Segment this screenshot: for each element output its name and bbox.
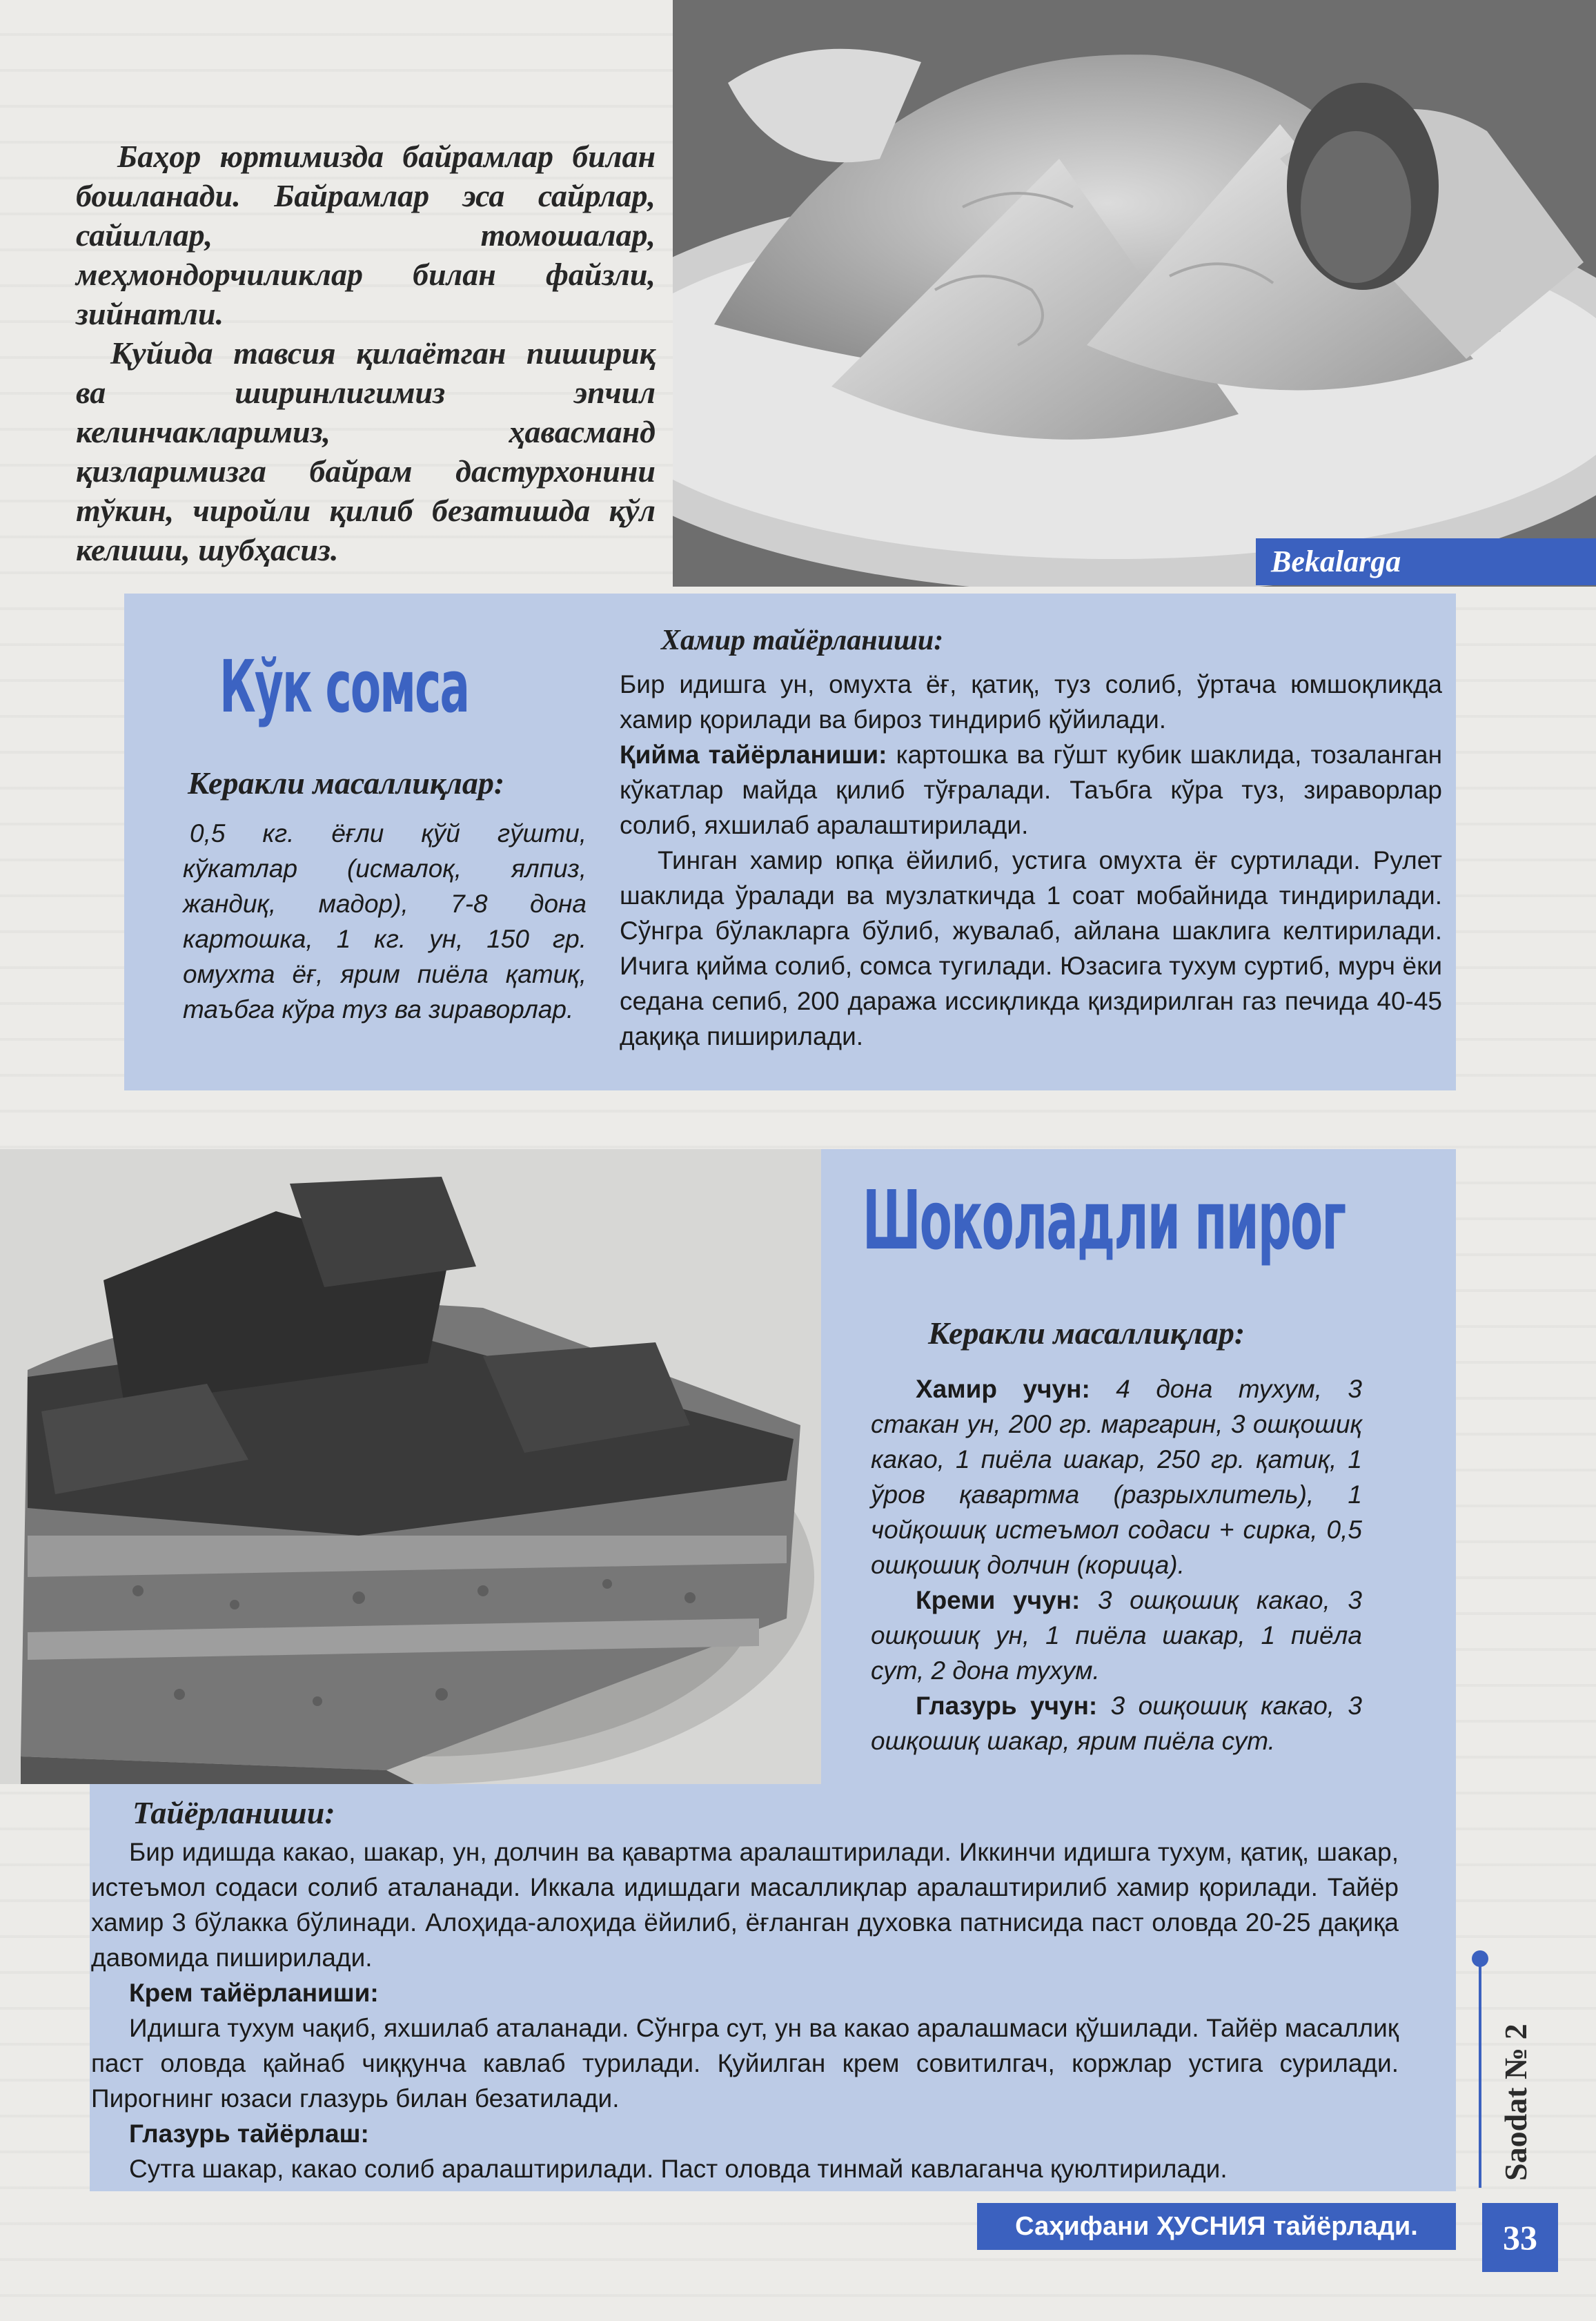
samsa-photo: [673, 0, 1596, 587]
cake-photo: [0, 1149, 821, 1784]
samsa-photo-image: [673, 0, 1596, 587]
recipe1-title: Кўк сомса: [219, 645, 469, 729]
recipe2-title: Шоколадли пирог: [863, 1173, 1346, 1268]
recipe2-dough-text: 4 дона тухум, 3 стакан ун, 200 гр. маргарин, 3 ошқошиқ какао, 1 пиёла шакар, 250 гр. қатиқ, 1 ўров қавартма (разрыхлитель), 1 чойқошиқ истеъмол содаси + сирка, 0,5 ошқошиқ долчин (корица).: [871, 1375, 1362, 1579]
recipe1-method-text: Тинган хамир юпқа ёйилиб, устига омухта ёғ суртилади. Рулет шаклида ўралади ва музлаткичда 1 соат мобайнида тиндирилади. Сўнгра бўлакларга бўлиб, жувалаб, айлана шаклига келтирилади. Ичига қийма солиб, сомса тугилади. Юзасига тухум суртиб, мурч ёки седана сепиб, 200 даража иссиқликда қиздирилган газ печида 40-45 дақиқа пиширилади.: [620, 846, 1442, 1050]
photo-caption: Bekalarga: [1256, 538, 1596, 585]
recipe2-glaze-ingredients: [871, 1688, 1362, 1759]
recipe2-glaze-prep-label-text: Глазурь тайёрлаш:: [129, 2119, 369, 2148]
recipe1-dough-header: Хамир тайёрланиши:: [661, 625, 944, 656]
recipe1-ingredients: 0,5 кг. ёғли қўй гўшти, кўкатлар (исмалоқ, ялпиз, жандиқ, мадор), 7-8 дона картошка, 1 кг. ун, 150 гр. омухта ёғ, ярим пиёла қатиқ, таъбга кўра туз ва зираворлар.: [183, 819, 587, 1024]
recipe2-method: [91, 1834, 1399, 2186]
recipe2-ingredients: [871, 1371, 1362, 1759]
intro-paragraph-2: Қуйида тавсия қилаётган пишириқ ва ширинлигимиз эпчил келинчакларимиз, ҳавасманд қизларимизга байрам дастурхонини тўкин, чиройли қилиб безатишда қўл келиши, шубҳасиз.: [76, 335, 656, 567]
recipe1-method: [620, 667, 1442, 1054]
recipe2-ingredients-header: Керакли масаллиқлар:: [928, 1315, 1245, 1351]
recipe2-prep-text: Бир идишда какао, шакар, ун, долчин ва қавартма аралаштирилади. Иккинчи идишга тухум, қатиқ, шакар, истеъмол содаси солиб аталанади. Иккала идишдаги масаллиқлар аралаштирилиб хамир қорилади. Тайёр хамир 3 бўлакка бўлинади. Алоҳида-алоҳида ёйилиб, ёғланган духовка патнисида паст оловда 20-25 дақиқа давомида пиширилади.: [91, 1838, 1399, 1972]
recipe1-dough-text: Бир идишга ун, омухта ёғ, қатиқ, туз солиб, ўртача юмшоқликда хамир қорилади ва бироз тиндириб қўйилади.: [620, 670, 1442, 734]
recipe2-dough-ingredients: [871, 1371, 1362, 1583]
recipe2-glaze-text: 3 ошқошиқ какао, 3 ошқошиқ шакар, ярим пиёла сут.: [871, 1692, 1363, 1755]
recipe2-prep-header: Тайёрланиши:: [132, 1795, 335, 1830]
recipe2-cream-prep-label: [91, 1975, 1399, 2010]
recipe1-ingredients-header: Керакли масаллиқлар:: [188, 765, 505, 801]
page-number: 33: [1482, 2203, 1558, 2272]
intro-paragraph-1: Баҳор юртимизда байрамлар билан бошланади. Байрамлар эса сайрлар, сайиллар, томошалар, меҳмондорчиликлар билан файзли, зийнатли.: [76, 139, 656, 331]
recipe1-filling-text: картошка ва гўшт кубик шаклида, тозаланган кўкатлар майда қилиб тўғралади. Таъбга кўра туз, зираворлар солиб, яхшилаб аралаштирилади.: [620, 741, 1443, 839]
recipe2-cream-prep-label-text: Крем тайёрланиши:: [129, 1979, 379, 2007]
recipe2-cream-ingredients: [871, 1583, 1362, 1688]
recipe2-cream-label: Креми учун:: [916, 1586, 1081, 1614]
intro-text: [76, 137, 656, 569]
recipe2-glaze-prep-label: [91, 2116, 1399, 2151]
recipe2-cream-text: 3 ошқошиқ какао, 3 ошқошиқ ун, 1 пиёла шакар, 1 пиёла сут, 2 дона тухум.: [871, 1586, 1363, 1685]
recipe2-dough-label: Хамир учун:: [916, 1375, 1090, 1403]
recipe2-glaze-prep-text: Сутга шакар, какао солиб аралаштирилади. Паст оловда тинмай кавлаганча қуюлтирилади.: [129, 2155, 1228, 2183]
cake-photo-image: [0, 1149, 821, 1784]
magazine-name: Saodat № 2: [1498, 2024, 1533, 2181]
recipe2-cream-prep-text: Идишга тухум чақиб, яхшилаб аталанади. Сўнгра сут, ун ва какао аралашмаси қўшилади. Тайёр масаллиқ паст оловда қайнаб чиққунча кавлаб турилади. Қуйилган крем совитилгач, коржлар устига сурилади. Пирогнинг юзаси глазурь билан безатилади.: [91, 2014, 1399, 2113]
recipe1-filling: [620, 737, 1442, 843]
author-credit: Саҳифани ҲУСНИЯ тайёрлади.: [977, 2203, 1456, 2250]
margin-rule: [1479, 1960, 1481, 2188]
recipe1-filling-label: Қийма тайёрланиши:: [620, 741, 887, 769]
recipe2-glaze-label: Глазурь учун:: [916, 1692, 1098, 1720]
